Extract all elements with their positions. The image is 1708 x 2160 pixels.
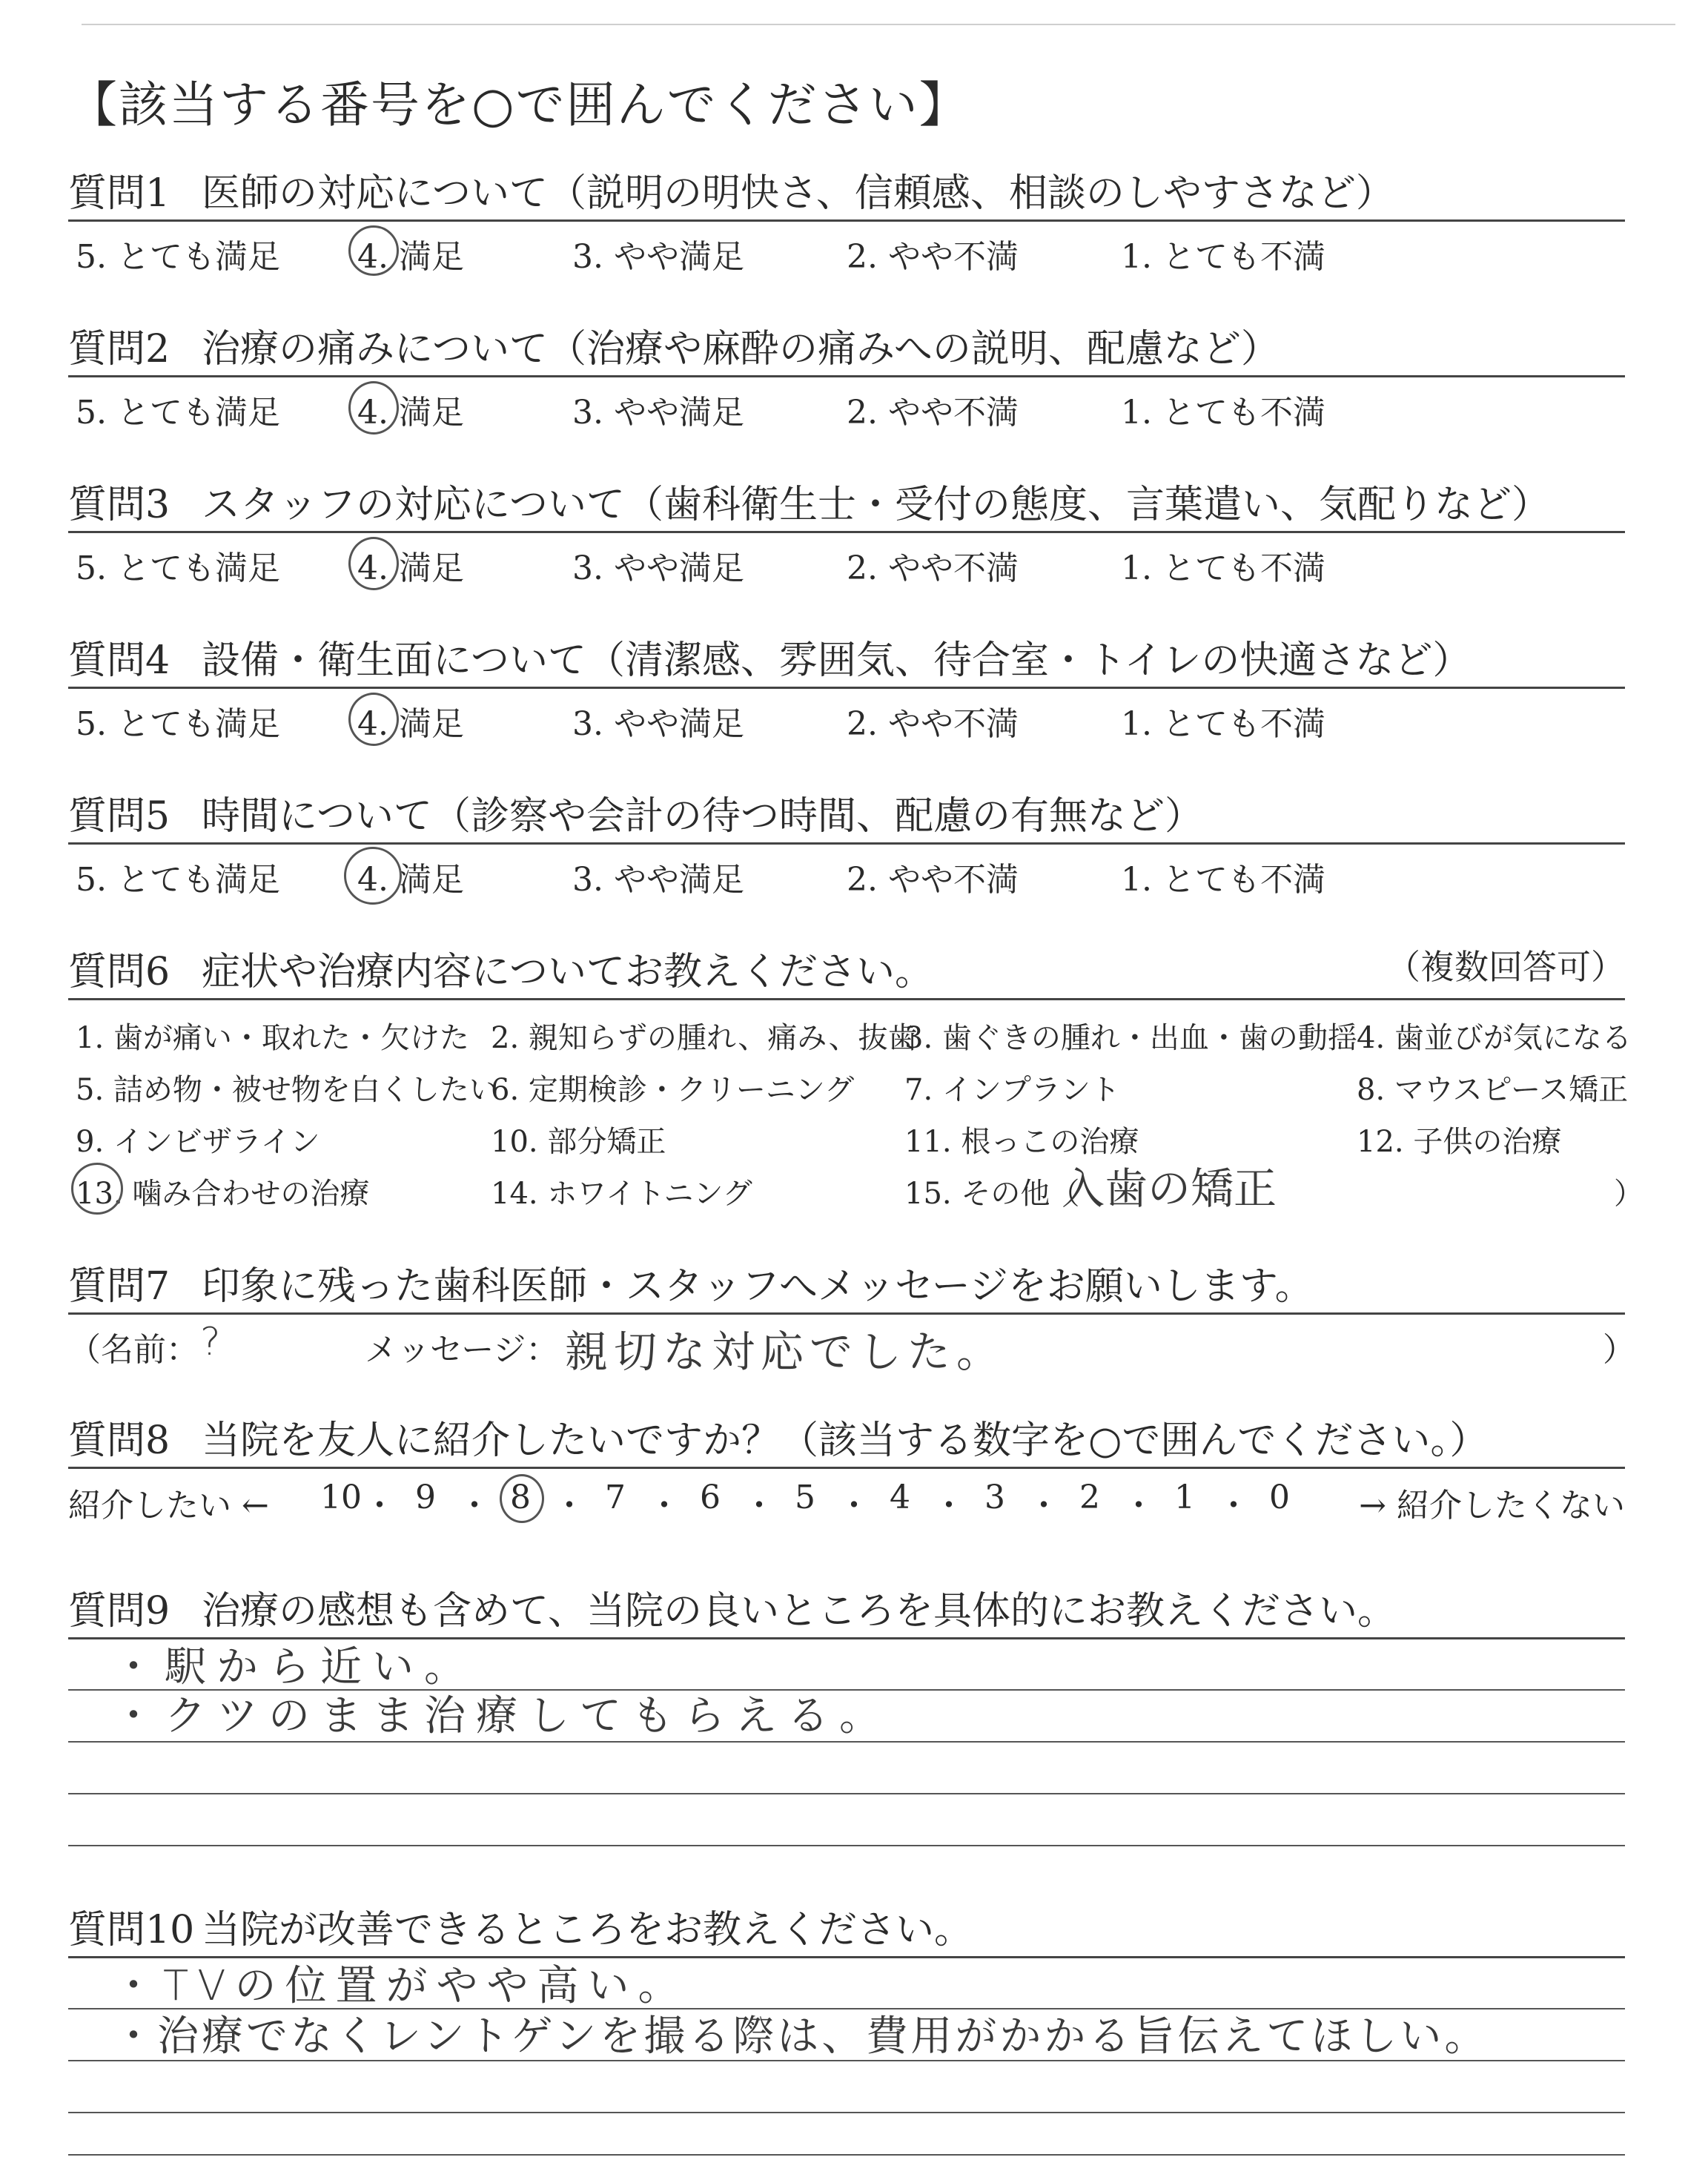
question-title <box>68 1255 1314 1310</box>
scale-left-label: 紹介したい ← <box>68 1487 269 1525</box>
question-text: 印象に残った歯科医師・スタッフへメッセージをお願いします。 <box>202 1264 1314 1309</box>
question-5 <box>68 785 1625 903</box>
question-title <box>68 162 1394 217</box>
selection-circle <box>500 1474 544 1523</box>
question-6 <box>68 940 1644 1222</box>
scale-separator: ・ <box>743 1487 775 1525</box>
question-number: 質問6 <box>68 950 171 994</box>
option-2[interactable]: 2. やや不満 <box>847 861 1019 899</box>
option-5[interactable]: 5. とても満足 <box>76 394 280 432</box>
option-3[interactable]: 3. やや満足 <box>572 861 744 899</box>
selection-circle <box>344 847 402 905</box>
scale-number-8[interactable]: 8 <box>510 1479 531 1516</box>
symptom-option[interactable]: 3. 歯ぐきの腫れ・出血・歯の動揺 <box>904 1021 1357 1055</box>
symptom-option[interactable]: 1. 歯が痛い・取れた・欠けた <box>76 1021 469 1055</box>
option-2[interactable]: 2. やや不満 <box>847 238 1019 276</box>
writing-line <box>68 2154 1625 2156</box>
question-rule <box>68 219 1625 222</box>
selection-circle <box>348 537 399 590</box>
question-number: 質問10 <box>68 1908 195 1952</box>
question-9 <box>68 1579 1625 1846</box>
option-2[interactable]: 2. やや不満 <box>847 394 1019 432</box>
writing-line <box>68 2112 1625 2113</box>
question-7 <box>68 1255 1635 1381</box>
question-text: 時間について（診察や会計の待つ時間、配慮の有無など） <box>202 794 1203 839</box>
symptom-option[interactable]: 10. 部分矯正 <box>491 1125 666 1159</box>
question-rule <box>68 998 1625 1000</box>
symptom-option[interactable]: 4. 歯並びが気になる <box>1357 1021 1632 1055</box>
question-number: 質問1 <box>68 171 171 216</box>
scale-number-10[interactable]: 10 <box>320 1479 362 1516</box>
question-text: 医師の対応について（説明の明快さ、信頼感、相談のしやすさなど） <box>202 171 1394 216</box>
multiple-answer-note: （複数回答可） <box>1386 947 1625 987</box>
option-5[interactable]: 5. とても満足 <box>76 705 280 743</box>
option-4[interactable]: 4. 満足 <box>357 861 464 899</box>
name-handwritten: ? <box>200 1320 221 1364</box>
option-2[interactable]: 2. やや不満 <box>847 705 1019 743</box>
scale-separator: ・ <box>363 1487 396 1525</box>
question-title <box>68 1898 973 1954</box>
question-number: 質問4 <box>68 638 171 683</box>
option-1[interactable]: 1. とても不満 <box>1121 394 1325 432</box>
question-text: 当院が改善できるところをお教えください。 <box>202 1908 973 1952</box>
option-4[interactable]: 4. 満足 <box>357 394 464 432</box>
scale-separator: ・ <box>1217 1487 1250 1525</box>
question-title <box>68 1579 1396 1635</box>
option-4[interactable]: 4. 満足 <box>357 705 464 743</box>
close-paren: ） <box>1603 1331 1635 1369</box>
handwritten-answer-2: ・クツのまま治療してもらえる。 <box>113 1692 891 1740</box>
scale-separator: ・ <box>648 1487 681 1525</box>
question-10 <box>68 1898 1625 2158</box>
question-8 <box>68 1409 1625 1527</box>
option-3[interactable]: 3. やや満足 <box>572 238 744 276</box>
question-1 <box>68 162 1625 280</box>
name-label: （名前： <box>68 1331 199 1369</box>
question-number: 質問2 <box>68 327 171 371</box>
symptom-option[interactable]: 13. 噛み合わせの治療 <box>76 1177 370 1211</box>
option-5[interactable]: 5. とても満足 <box>76 238 280 276</box>
scale-separator: ・ <box>553 1487 586 1525</box>
selection-circle <box>348 693 399 746</box>
question-text: 設備・衛生面について（清潔感、雰囲気、待合室・トイレの快適さなど） <box>202 638 1472 683</box>
symptom-option[interactable]: 8. マウスピース矯正 <box>1357 1073 1629 1107</box>
question-text: 治療の痛みについて（治療や麻酔の痛みへの説明、配慮など） <box>202 327 1280 371</box>
scale-separator: ・ <box>838 1487 870 1525</box>
message-handwritten: 親切な対応でした。 <box>565 1327 1006 1377</box>
scale-number-3[interactable]: 3 <box>984 1479 1005 1516</box>
question-title <box>68 473 1550 529</box>
writing-line <box>68 1845 1625 1846</box>
option-3[interactable]: 3. やや満足 <box>572 394 744 432</box>
question-rule <box>68 687 1625 689</box>
handwritten-answer-1: ・TVの位置がやや高い。 <box>113 1962 689 2010</box>
writing-line <box>68 1741 1625 1743</box>
option-1[interactable]: 1. とても不満 <box>1121 861 1325 899</box>
scale-number-5[interactable]: 5 <box>795 1479 815 1516</box>
question-number: 質問9 <box>68 1589 171 1634</box>
symptom-option[interactable]: 7. インプラント <box>904 1073 1120 1107</box>
question-rule <box>68 1467 1625 1469</box>
option-2[interactable]: 2. やや不満 <box>847 549 1019 587</box>
scale-separator: ・ <box>458 1487 491 1525</box>
question-4 <box>68 629 1625 747</box>
scale-number-2[interactable]: 2 <box>1079 1479 1100 1516</box>
question-rule <box>68 531 1625 533</box>
handwritten-answer-2: ・治療でなくレントゲンを撮る際は、費用がかかる旨伝えてほしい。 <box>113 2012 1489 2061</box>
symptom-option[interactable]: 5. 詰め物・被せ物を白くしたい <box>76 1073 499 1107</box>
symptom-option[interactable]: 12. 子供の治療 <box>1357 1125 1562 1159</box>
scale-number-6[interactable]: 6 <box>700 1479 721 1516</box>
message-label: メッセージ： <box>365 1331 559 1369</box>
question-number: 質問8 <box>68 1418 171 1463</box>
question-3 <box>68 473 1625 592</box>
symptom-option[interactable]: 15. その他（ <box>904 1177 1080 1211</box>
other-close-paren: ） <box>1614 1177 1644 1211</box>
scale-number-9[interactable]: 9 <box>415 1479 436 1516</box>
question-rule <box>68 375 1625 377</box>
option-1[interactable]: 1. とても不満 <box>1121 705 1325 743</box>
other-handwritten-answer: 入歯の矯正 <box>1062 1163 1277 1214</box>
scale-number-0[interactable]: 0 <box>1269 1479 1290 1516</box>
option-1[interactable]: 1. とても不満 <box>1121 238 1325 276</box>
symptom-option[interactable]: 11. 根っこの治療 <box>904 1125 1139 1159</box>
question-title <box>68 629 1471 684</box>
question-rule <box>68 842 1625 845</box>
question-number: 質問5 <box>68 794 171 839</box>
selection-circle <box>71 1163 123 1215</box>
question-2 <box>68 317 1625 436</box>
question-title <box>68 785 1203 840</box>
question-number: 質問3 <box>68 483 171 527</box>
symptom-option[interactable]: 9. インビザライン <box>76 1125 320 1159</box>
selection-circle <box>348 381 399 435</box>
question-title <box>68 1409 1488 1464</box>
option-1[interactable]: 1. とても不満 <box>1121 549 1325 587</box>
handwritten-answer-1: ・駅から近い。 <box>113 1643 476 1691</box>
question-title <box>68 317 1280 373</box>
top-border <box>82 24 1675 25</box>
option-3[interactable]: 3. やや満足 <box>572 705 744 743</box>
question-number: 質問7 <box>68 1264 171 1309</box>
selection-circle <box>348 225 399 276</box>
option-5[interactable]: 5. とても満足 <box>76 861 280 899</box>
symptom-option[interactable]: 2. 親知らずの腫れ、痛み、抜歯 <box>491 1021 918 1055</box>
option-3[interactable]: 3. やや満足 <box>572 549 744 587</box>
scale-number-1[interactable]: 1 <box>1174 1479 1195 1516</box>
writing-line <box>68 1793 1625 1794</box>
question-title <box>68 940 933 996</box>
scale-separator: ・ <box>1027 1487 1060 1525</box>
scale-numbers <box>320 1479 1395 1523</box>
question-text: 当院を友人に紹介したいですか？（該当する数字を○で囲んでください。） <box>202 1418 1489 1463</box>
question-text: 症状や治療内容についてお教えください。 <box>202 950 933 994</box>
symptom-option[interactable]: 6. 定期検診・クリーニング <box>491 1073 855 1107</box>
question-text: 治療の感想も含めて、当院の良いところを具体的にお教えください。 <box>202 1589 1396 1634</box>
scale-number-7[interactable]: 7 <box>605 1479 626 1516</box>
writing-line <box>68 2060 1625 2061</box>
scale-number-4[interactable]: 4 <box>890 1479 910 1516</box>
question-rule <box>68 1312 1625 1315</box>
option-4[interactable]: 4. 満足 <box>357 549 464 587</box>
question-text: スタッフの対応について（歯科衛生士・受付の態度、言葉遣い、気配りなど） <box>202 483 1550 527</box>
scale-separator: ・ <box>933 1487 965 1525</box>
option-5[interactable]: 5. とても満足 <box>76 549 280 587</box>
scale-right-label: → 紹介したくない <box>1359 1487 1625 1525</box>
scale-separator: ・ <box>1122 1487 1155 1525</box>
symptom-option[interactable]: 14. ホワイトニング <box>491 1177 752 1211</box>
page-heading: 【該当する番号を○で囲んでください】 <box>68 76 970 133</box>
option-4[interactable]: 4. 満足 <box>357 238 464 276</box>
